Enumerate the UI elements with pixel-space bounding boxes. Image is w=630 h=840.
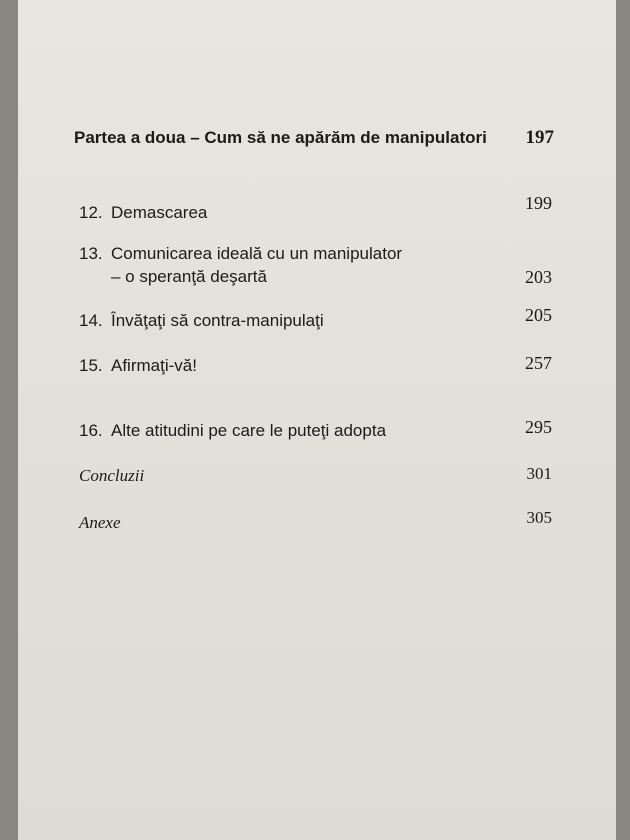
chapter-page: 257	[525, 353, 552, 373]
backmatter-title: Anexe	[79, 513, 121, 532]
part-heading: Partea a doua – Cum să ne apărăm de manipulatori	[74, 128, 487, 147]
chapter-title: Comunicarea ideală cu un manipulator	[111, 244, 403, 263]
chapter-number: 13.	[79, 244, 103, 263]
book-page	[18, 0, 616, 840]
chapter-number: 16.	[79, 421, 103, 440]
backmatter-title: Concluzii	[79, 466, 145, 485]
bleed-through-text: ⠀	[268, 102, 285, 124]
backmatter-page: 301	[526, 464, 552, 483]
chapter-title: Afirmaţi-vă!	[111, 356, 197, 375]
chapter-page: 295	[525, 417, 552, 437]
backmatter-page: 305	[526, 508, 552, 527]
part-page-number: 197	[525, 127, 554, 148]
chapter-title: Alte atitudini pe care le puteţi adopta	[111, 421, 387, 440]
chapter-title: Demascarea	[111, 203, 208, 222]
chapter-title: Învăţaţi să contra-manipulaţi	[111, 311, 324, 330]
chapter-page: 199	[525, 193, 552, 213]
chapter-number: 15.	[79, 356, 103, 375]
chapter-title-continued: – o speranţă deşartă	[111, 267, 267, 286]
chapter-number: 14.	[79, 311, 103, 330]
chapter-number: 12.	[79, 203, 103, 222]
chapter-page: 205	[525, 305, 552, 325]
chapter-page: 203	[525, 267, 552, 287]
